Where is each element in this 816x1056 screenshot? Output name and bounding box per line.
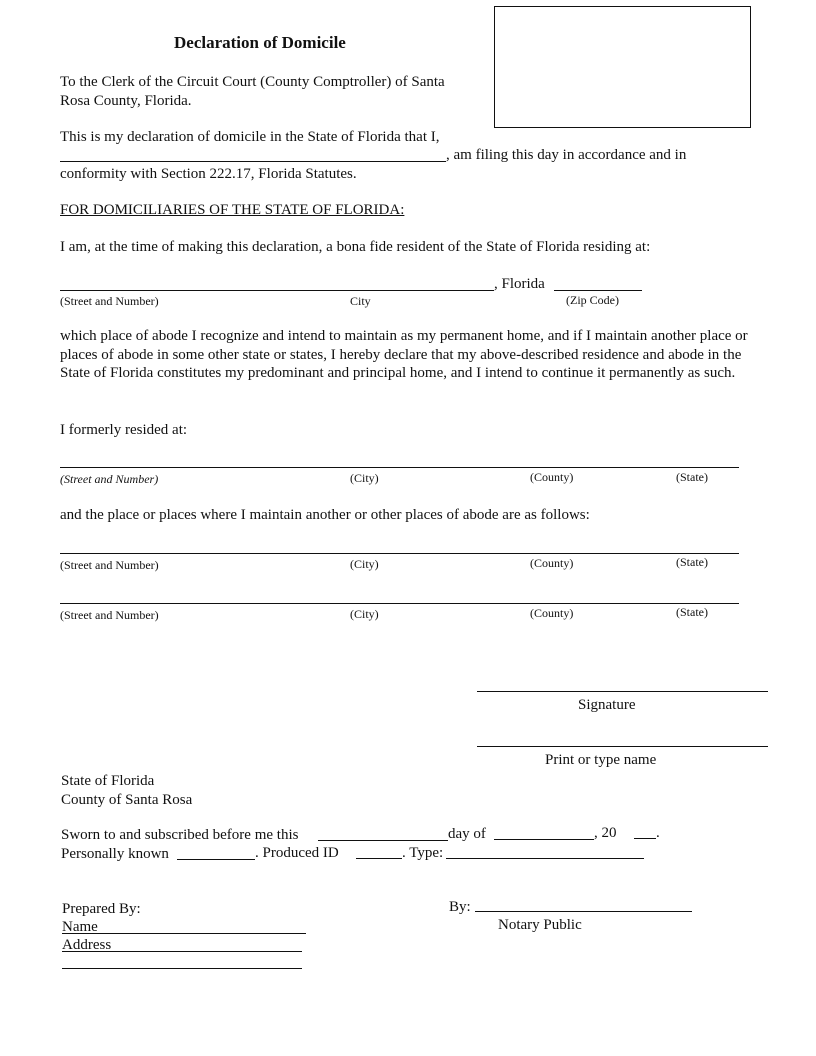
formerly-resided-label: I formerly resided at: [60, 422, 188, 438]
notary-signature-line[interactable] [475, 911, 692, 912]
addressee-line-1: To the Clerk of the Circuit Court (County Comptroller) of Santa [60, 74, 445, 90]
signature-label: Signature [578, 697, 636, 713]
sworn-year-prefix: , 20 [594, 825, 617, 841]
print-name-label: Print or type name [545, 752, 657, 768]
name-label: Name [62, 919, 98, 935]
section-heading: FOR DOMICILIARIES OF THE STATE OF FLORIDA: [60, 202, 405, 218]
recording-box [494, 6, 751, 128]
county-line: County of Santa Rosa [61, 792, 193, 808]
other2-county-label: (County) [530, 606, 574, 620]
produced-id-label: . Produced ID [255, 845, 339, 861]
other2-state-label: (State) [676, 605, 708, 619]
current-city-label: City [350, 294, 371, 308]
declaration-line-2: , am filing this day in accordance and in [446, 147, 687, 163]
address-label: Address [62, 937, 112, 953]
other-abodes-label: and the place or places where I maintain another or other places of abode are as follows: [60, 507, 590, 523]
former-street-label: (Street and Number) [60, 472, 159, 486]
state-line: State of Florida [61, 773, 155, 789]
by-label: By: [449, 899, 471, 915]
print-name-line[interactable] [477, 746, 768, 747]
page-title: Declaration of Domicile [174, 33, 346, 52]
type-label: . Type: [402, 845, 444, 861]
address-line-2[interactable] [62, 968, 302, 969]
zip-code-line[interactable] [554, 290, 642, 291]
name-line[interactable] [62, 933, 306, 934]
resident-statement: I am, at the time of making this declaration, a bona fide resident of the State of Florida residing at: [60, 239, 651, 255]
notary-public-label: Notary Public [498, 917, 582, 933]
abode-paragraph: which place of abode I recognize and intend to maintain as my permanent home, and if I maintain another place or places of abode in some other state or states, I hereby declare that my above-described residence and abode in the State of Florida constitutes my predominant and principal home, and I intend to continue it permanently as such. [60, 328, 748, 381]
sworn-day-of: day of [448, 826, 486, 842]
florida-label: , Florida [494, 276, 545, 292]
declaration-line-3: conformity with Section 222.17, Florida Statutes. [60, 166, 357, 182]
other1-county-label: (County) [530, 556, 574, 570]
other1-city-label: (City) [350, 557, 379, 571]
former-city-label: (City) [350, 471, 379, 485]
sworn-day-line[interactable] [318, 840, 448, 841]
address-line-1[interactable] [62, 951, 302, 952]
other-address-line-1[interactable] [60, 553, 739, 554]
sworn-prefix: Sworn to and subscribed before me this [61, 827, 299, 843]
prepared-by-label: Prepared By: [62, 901, 141, 917]
personally-known-line[interactable] [177, 859, 255, 860]
addressee-line-2: Rosa County, Florida. [60, 93, 192, 109]
former-county-label: (County) [530, 470, 574, 484]
personally-known-label: Personally known [61, 846, 169, 862]
type-line[interactable] [446, 858, 644, 859]
former-state-label: (State) [676, 470, 708, 484]
signature-line[interactable] [477, 691, 768, 692]
current-zip-label: (Zip Code) [566, 293, 619, 307]
current-street-label: (Street and Number) [60, 294, 159, 308]
produced-id-line[interactable] [356, 858, 402, 859]
current-address-line[interactable] [60, 290, 494, 291]
other2-city-label: (City) [350, 607, 379, 621]
declarant-name-line[interactable] [60, 161, 446, 162]
other-address-line-2[interactable] [60, 603, 739, 604]
former-address-line[interactable] [60, 467, 739, 468]
sworn-period: . [656, 825, 660, 841]
declaration-line-1: This is my declaration of domicile in the State of Florida that I, [60, 129, 440, 145]
other2-street-label: (Street and Number) [60, 608, 159, 622]
other1-state-label: (State) [676, 555, 708, 569]
sworn-month-line[interactable] [494, 839, 594, 840]
other1-street-label: (Street and Number) [60, 558, 159, 572]
sworn-year-line[interactable] [634, 838, 656, 839]
